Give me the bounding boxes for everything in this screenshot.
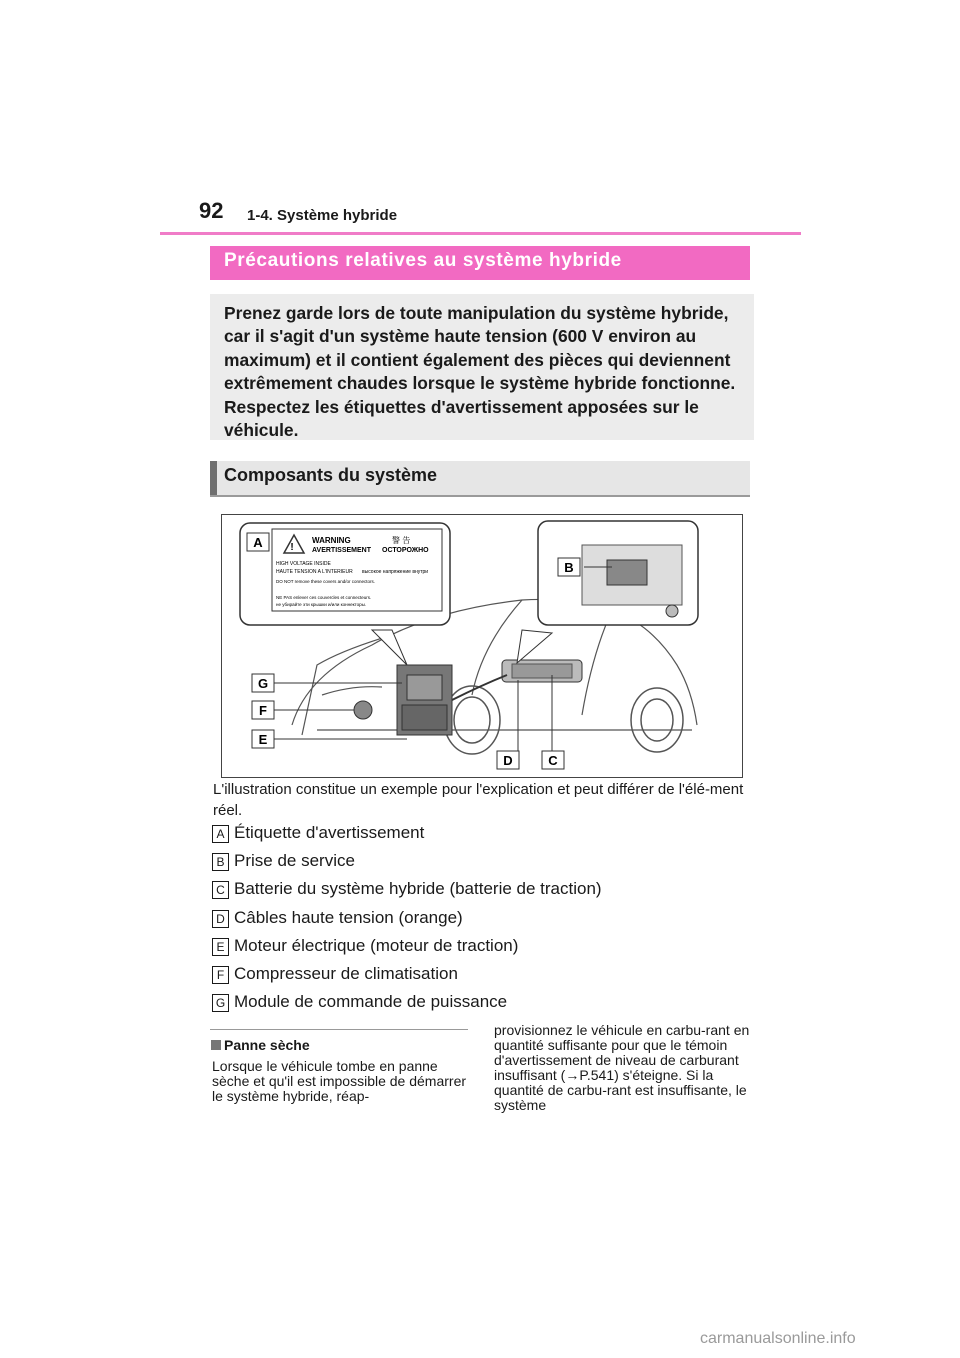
wheels <box>444 686 683 754</box>
svg-text:F: F <box>259 703 267 718</box>
svg-text:ОСТОРОЖНО: ОСТОРОЖНО <box>382 547 429 554</box>
column-rule <box>210 1029 468 1030</box>
legend-item <box>212 848 752 876</box>
callout-b <box>558 558 580 576</box>
note-left-column: Lorsque le véhicule tombe en panne sèche et qu'il est impossible de démarrer le système hybride, réap- <box>212 1058 467 1104</box>
compressor-shape <box>354 701 372 719</box>
svg-text:AVERTISSEMENT: AVERTISSEMENT <box>312 547 371 554</box>
watermark: carmanualsonline.info <box>700 1330 856 1347</box>
section-banner <box>210 246 750 280</box>
svg-text:HIGH VOLTAGE INSIDE: HIGH VOLTAGE INSIDE <box>276 561 331 567</box>
legend-text: Câbles haute tension (orange) <box>234 907 463 927</box>
system-illustration <box>221 514 743 778</box>
callout-a <box>247 533 269 551</box>
svg-text:высокое напряжение внутри: высокое напряжение внутри <box>362 569 429 575</box>
page-number: 92 <box>199 198 224 223</box>
svg-text:NE PAS enlever ces couvercles: NE PAS enlever ces couvercles et connecteurs. <box>276 595 372 600</box>
svg-text:B: B <box>564 560 574 575</box>
legend-key: G <box>212 994 229 1012</box>
note-heading-text: Panne sèche <box>224 1037 310 1053</box>
power-unit <box>397 665 452 735</box>
legend-key: E <box>212 938 229 956</box>
intro-text: Prenez garde lors de toute manipulation du système hybride, car il s'agit d'un système haute tension (600 V environ au maximum) et il contient également des pièces qui deviennent extrêmement chaudes lorsque le système hybride fonctionne. Respectez les étiquettes d'avertissement apposées sur le véhicule. <box>224 303 736 441</box>
banner-title: Précautions relatives au système hybride <box>224 250 622 271</box>
service-plug-callout <box>517 521 698 663</box>
svg-text:C: C <box>548 753 558 768</box>
section-title: 1-4. Système hybride <box>247 207 398 224</box>
svg-text:!: ! <box>290 542 294 553</box>
svg-text:警 告: 警 告 <box>392 536 411 545</box>
callout-f <box>252 701 274 719</box>
legend-key: B <box>212 853 229 871</box>
legend-item <box>212 905 752 933</box>
callout-d <box>497 751 519 769</box>
callout-e <box>252 730 274 748</box>
legend-item <box>212 961 752 989</box>
legend-item <box>212 989 752 1017</box>
svg-text:A: A <box>253 535 263 550</box>
hv-cable <box>452 675 507 700</box>
square-bullet-icon <box>211 1040 221 1050</box>
callout-c <box>542 751 564 769</box>
components-heading: Composants du système <box>224 465 438 485</box>
legend-key: F <box>212 966 229 984</box>
legend-text: Module de commande de puissance <box>234 992 508 1012</box>
components-header <box>210 461 750 497</box>
legend-item <box>212 820 752 848</box>
car-diagram <box>222 515 742 777</box>
svg-text:E: E <box>258 732 268 747</box>
legend-item <box>212 933 752 961</box>
legend-key: C <box>212 881 229 899</box>
legend-key: A <box>212 825 229 843</box>
legend-text: Compresseur de climatisation <box>234 963 458 983</box>
legend-item <box>212 876 752 904</box>
intro-box <box>210 294 754 440</box>
svg-text:WARNING: WARNING <box>312 536 351 545</box>
svg-text:не убирайте эти крышки и/или к: не убирайте эти крышки и/или коннекторы. <box>276 602 367 607</box>
legend-key: D <box>212 910 229 928</box>
component-legend <box>212 820 752 1017</box>
header-rule <box>160 232 801 235</box>
svg-text:G: G <box>257 676 269 691</box>
legend-text: Batterie du système hybride (batterie de traction) <box>234 879 602 899</box>
callout-g <box>252 674 274 692</box>
svg-text:HAUTE TENSION A L'INTERIEUR: HAUTE TENSION A L'INTERIEUR <box>276 569 353 575</box>
heading-bar <box>210 461 217 495</box>
note-heading <box>211 1037 310 1053</box>
svg-text:DO NOT remove these covers and: DO NOT remove these covers and/or connectors. <box>276 579 375 584</box>
legend-text: Prise de service <box>234 851 355 871</box>
traction-battery <box>502 660 582 682</box>
note-right-column: provisionnez le véhicule en carbu-rant en quantité suffisante pour que le témoin d'avertissement de niveau de carburant insuffisant (→P.541) s'éteigne. Si la quantité de carbu-rant est insuffisante, le système <box>494 1022 750 1113</box>
svg-text:D: D <box>503 753 513 768</box>
figure-caption: L'illustration constitue un exemple pour l'explication et peut différer de l'élé-ment réel. <box>213 781 744 819</box>
legend-text: Moteur électrique (moteur de traction) <box>234 935 519 955</box>
warning-label-callout <box>240 523 450 665</box>
legend-text: Étiquette d'avertissement <box>234 823 425 842</box>
